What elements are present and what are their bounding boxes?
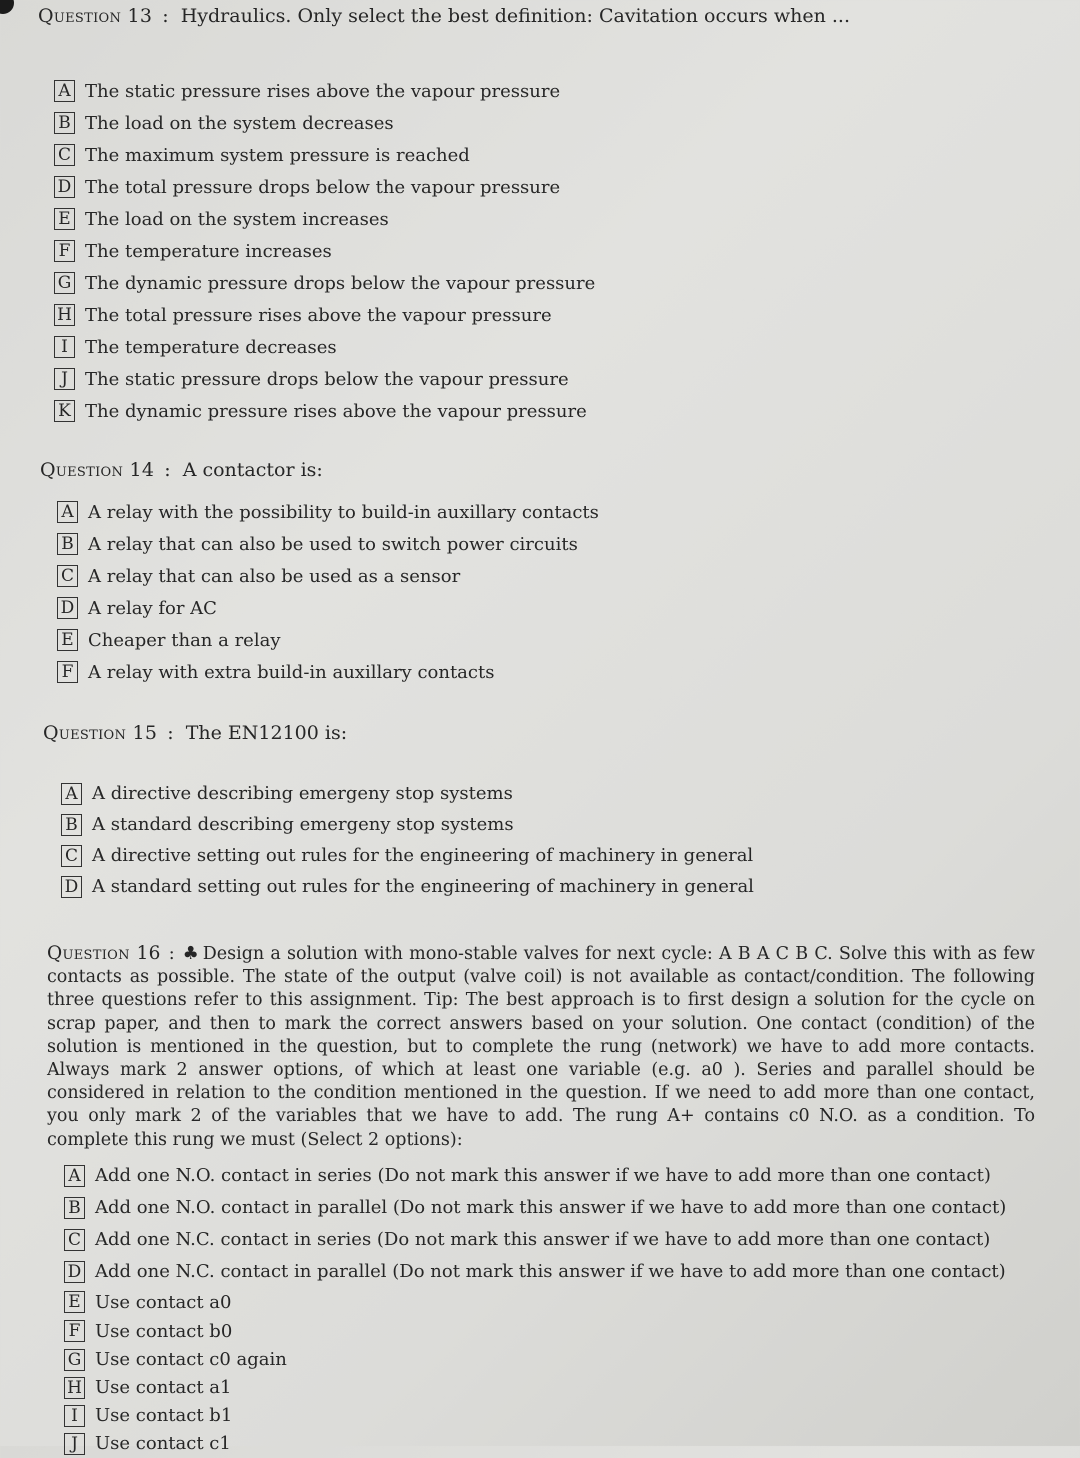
option-checkbox[interactable]: B bbox=[54, 112, 75, 134]
option-text: The load on the system decreases bbox=[85, 112, 394, 134]
question-16 bbox=[47, 942, 1080, 1458]
question-text: Design a solution with mono-stable valves for next cycle: A B A C B C. Solve this with as few contacts as possible. The state of the output (valve coil) is not available as contact/condition. The following three questions refer to this assignment. Tip: The best approach is to first design a solution for the cycle on scrap paper, and then to mark the correct answers based on your solution. One contact (condition) of the solution is mentioned in the question, but to complete the rung (network) we have to add more contacts. Always mark 2 answer options, of which at least one variable (e.g. a0 ). Series and parallel should be considered in relation to the condition mentioned in the question. If we need to add more than one contact, you only mark 2 of the variables that we have to add. The rung A+ contains c0 N.O. as a condition. To complete this rung we must (Select 2 options): bbox=[47, 944, 1035, 1150]
option-text: Use contact c0 again bbox=[95, 1349, 287, 1371]
option-checkbox[interactable]: J bbox=[64, 1433, 85, 1455]
question-separator: : bbox=[168, 944, 175, 964]
option-text: A relay with extra build-in auxillary contacts bbox=[88, 661, 495, 683]
option-f[interactable] bbox=[54, 235, 1080, 267]
option-i[interactable] bbox=[64, 1402, 1080, 1430]
option-checkbox[interactable]: F bbox=[57, 661, 78, 683]
question-13-options bbox=[54, 75, 1080, 427]
question-15-options bbox=[61, 778, 1080, 902]
option-checkbox[interactable]: A bbox=[61, 783, 82, 805]
option-checkbox[interactable]: A bbox=[64, 1165, 85, 1187]
question-14-options bbox=[57, 496, 1080, 688]
option-c[interactable] bbox=[57, 560, 1080, 592]
option-checkbox[interactable]: G bbox=[64, 1349, 85, 1371]
option-checkbox[interactable]: I bbox=[64, 1405, 85, 1427]
option-j[interactable] bbox=[64, 1430, 1080, 1458]
option-b[interactable] bbox=[61, 809, 1080, 840]
option-checkbox[interactable]: D bbox=[57, 597, 78, 619]
option-d[interactable] bbox=[57, 592, 1080, 624]
option-b[interactable] bbox=[64, 1192, 1080, 1224]
option-text: A standard setting out rules for the engineering of machinery in general bbox=[92, 876, 754, 897]
question-text: Hydraulics. Only select the best definition: Cavitation occurs when ... bbox=[180, 5, 850, 27]
option-text: Use contact b1 bbox=[95, 1405, 233, 1427]
option-e[interactable] bbox=[57, 624, 1080, 656]
option-text: A standard describing emergeny stop systems bbox=[92, 814, 514, 835]
question-label: Question 13 bbox=[38, 5, 153, 27]
option-checkbox[interactable]: H bbox=[64, 1377, 85, 1399]
option-checkbox[interactable]: E bbox=[64, 1291, 85, 1313]
option-checkbox[interactable]: C bbox=[57, 565, 78, 587]
option-b[interactable] bbox=[57, 528, 1080, 560]
option-checkbox[interactable]: H bbox=[54, 304, 75, 326]
option-checkbox[interactable]: D bbox=[61, 876, 82, 898]
question-14 bbox=[40, 458, 1080, 688]
option-checkbox[interactable]: B bbox=[64, 1197, 85, 1219]
question-separator: : bbox=[167, 722, 174, 744]
question-16-options bbox=[64, 1160, 1080, 1458]
option-h[interactable] bbox=[54, 299, 1080, 331]
option-checkbox[interactable]: C bbox=[54, 144, 75, 166]
question-label: Question 16 bbox=[47, 943, 161, 964]
option-a[interactable] bbox=[61, 778, 1080, 809]
question-separator: : bbox=[164, 459, 171, 481]
question-label: Question 15 bbox=[43, 722, 158, 744]
option-c[interactable] bbox=[61, 840, 1080, 871]
option-text: Add one N.C. contact in parallel (Do not mark this answer if we have to add more than one contact) bbox=[95, 1261, 1006, 1283]
question-15 bbox=[43, 721, 1080, 902]
question-16-header bbox=[47, 942, 1035, 1152]
option-i[interactable] bbox=[54, 331, 1080, 363]
option-text: A relay that can also be used to switch power circuits bbox=[88, 533, 578, 555]
option-text: A relay with the possibility to build-in auxillary contacts bbox=[88, 501, 599, 523]
option-text: The static pressure drops below the vapour pressure bbox=[85, 368, 569, 390]
option-checkbox[interactable]: K bbox=[54, 400, 75, 422]
option-b[interactable] bbox=[54, 107, 1080, 139]
option-checkbox[interactable]: B bbox=[57, 533, 78, 555]
option-f[interactable] bbox=[57, 656, 1080, 688]
question-13-header bbox=[38, 4, 1080, 28]
option-c[interactable] bbox=[54, 139, 1080, 171]
question-text: The EN12100 is: bbox=[185, 722, 348, 744]
option-a[interactable] bbox=[57, 496, 1080, 528]
question-13 bbox=[38, 4, 1080, 427]
option-text: The static pressure rises above the vapour pressure bbox=[85, 80, 561, 102]
option-checkbox[interactable]: E bbox=[54, 208, 75, 230]
option-d[interactable] bbox=[64, 1256, 1080, 1288]
option-text: Cheaper than a relay bbox=[88, 629, 281, 651]
option-text: The dynamic pressure drops below the vapour pressure bbox=[85, 272, 596, 294]
option-a[interactable] bbox=[54, 75, 1080, 107]
option-text: Use contact a1 bbox=[95, 1377, 232, 1399]
option-checkbox[interactable]: D bbox=[64, 1261, 85, 1283]
option-text: The total pressure drops below the vapour pressure bbox=[85, 176, 561, 198]
question-label: Question 14 bbox=[40, 459, 155, 481]
option-text: Add one N.C. contact in series (Do not mark this answer if we have to add more than one contact) bbox=[95, 1229, 991, 1251]
option-checkbox[interactable]: G bbox=[54, 272, 75, 294]
option-text: Add one N.O. contact in series (Do not mark this answer if we have to add more than one contact) bbox=[95, 1165, 991, 1187]
option-checkbox[interactable]: D bbox=[54, 176, 75, 198]
option-checkbox[interactable]: E bbox=[57, 629, 78, 651]
option-checkbox[interactable]: F bbox=[54, 240, 75, 262]
question-separator: : bbox=[162, 5, 169, 27]
option-checkbox[interactable]: A bbox=[57, 501, 78, 523]
option-text: A directive setting out rules for the engineering of machinery in general bbox=[92, 845, 754, 866]
option-e[interactable] bbox=[64, 1288, 1080, 1317]
option-j[interactable] bbox=[54, 363, 1080, 395]
option-text: The temperature increases bbox=[85, 240, 332, 262]
option-checkbox[interactable]: A bbox=[54, 80, 75, 102]
option-a[interactable] bbox=[64, 1160, 1080, 1192]
option-text: The total pressure rises above the vapour pressure bbox=[85, 304, 552, 326]
page-corner-shadow bbox=[0, 0, 14, 14]
option-checkbox[interactable]: C bbox=[64, 1229, 85, 1251]
option-text: A relay for AC bbox=[88, 597, 217, 619]
option-text: Use contact b0 bbox=[95, 1320, 233, 1342]
option-d[interactable] bbox=[54, 171, 1080, 203]
option-text: A relay that can also be used as a sensor bbox=[88, 565, 461, 587]
option-text: The dynamic pressure rises above the vapour pressure bbox=[85, 400, 587, 422]
option-text: The maximum system pressure is reached bbox=[85, 144, 470, 166]
club-icon: ♣ bbox=[182, 943, 199, 964]
option-text: Use contact c1 bbox=[95, 1433, 231, 1455]
option-c[interactable] bbox=[64, 1224, 1080, 1256]
option-checkbox[interactable]: C bbox=[61, 845, 82, 867]
option-text: The temperature decreases bbox=[85, 336, 337, 358]
option-checkbox[interactable]: I bbox=[54, 336, 75, 358]
question-text: A contactor is: bbox=[182, 459, 323, 481]
option-f[interactable] bbox=[64, 1317, 1080, 1346]
option-text: Use contact a0 bbox=[95, 1291, 232, 1313]
question-15-header bbox=[43, 721, 1080, 745]
option-k[interactable] bbox=[54, 395, 1080, 427]
option-d[interactable] bbox=[61, 871, 1080, 902]
option-text: A directive describing emergeny stop systems bbox=[92, 783, 513, 804]
option-g[interactable] bbox=[64, 1346, 1080, 1374]
option-checkbox[interactable]: J bbox=[54, 368, 75, 390]
option-e[interactable] bbox=[54, 203, 1080, 235]
option-checkbox[interactable]: F bbox=[64, 1320, 85, 1342]
option-g[interactable] bbox=[54, 267, 1080, 299]
option-text: Add one N.O. contact in parallel (Do not mark this answer if we have to add more than one contact) bbox=[95, 1197, 1007, 1219]
option-checkbox[interactable]: B bbox=[61, 814, 82, 836]
option-text: The load on the system increases bbox=[85, 208, 389, 230]
question-14-header bbox=[40, 458, 1080, 482]
option-h[interactable] bbox=[64, 1374, 1080, 1402]
